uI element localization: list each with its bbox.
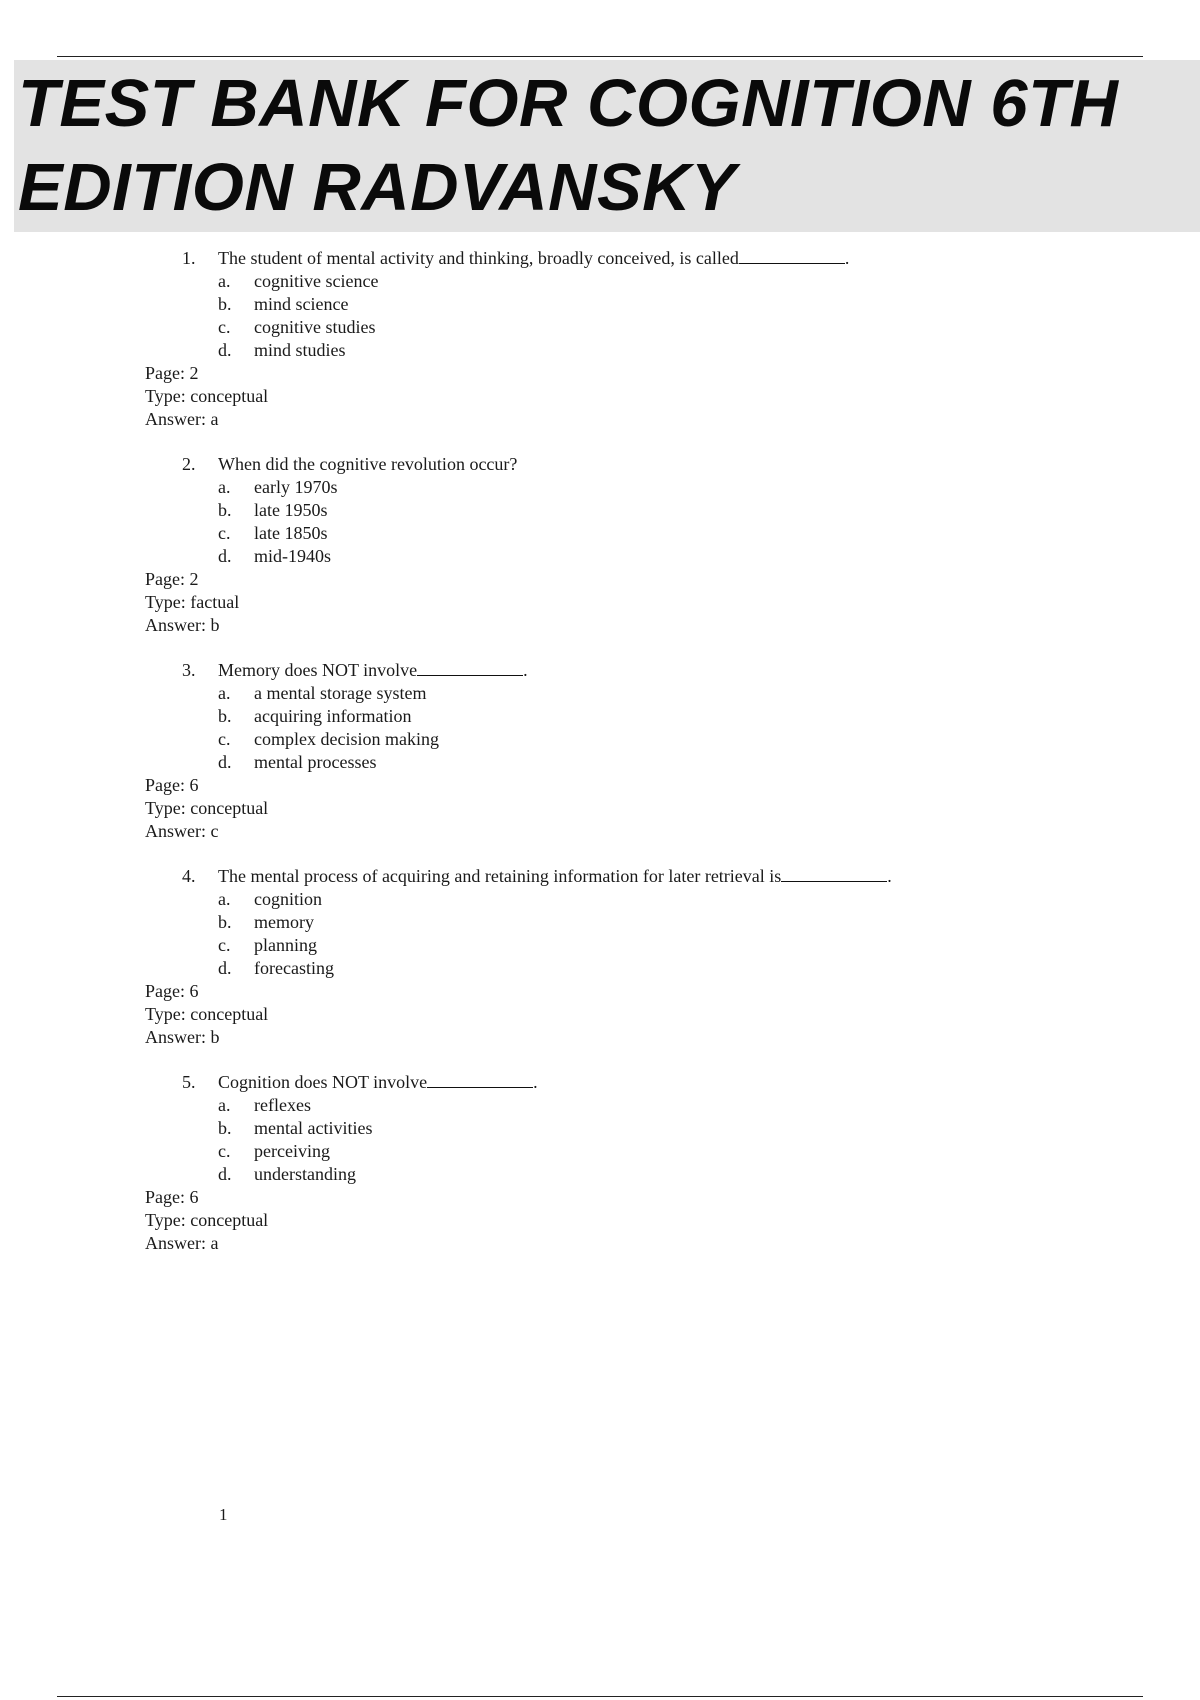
choice-item: d. mind studies: [218, 340, 346, 360]
question-type: Type: conceptual: [145, 386, 269, 406]
choice-list: [145, 270, 1045, 362]
page-reference: Page: 6: [145, 981, 199, 1001]
question-4: [145, 865, 1045, 1049]
choice-list: [145, 888, 1045, 980]
question-3: [145, 659, 1045, 843]
question-stem: [145, 865, 1045, 888]
question-text: The student of mental activity and thinking, broadly conceived, is called .: [218, 248, 850, 268]
choice-list: [145, 1094, 1045, 1186]
answer-key: Answer: b: [145, 615, 220, 635]
top-rule: [57, 56, 1143, 57]
bottom-rule: [57, 1696, 1143, 1697]
question-stem: [145, 247, 1045, 270]
answer-key: Answer: a: [145, 1233, 219, 1253]
choice-item: d. understanding: [218, 1164, 356, 1184]
choice-list: [145, 682, 1045, 774]
question-number: 3.: [182, 660, 196, 680]
question-number: 2.: [182, 454, 196, 474]
question-text: The mental process of acquiring and retaining information for later retrieval is .: [218, 866, 892, 886]
document-title: TEST BANK FOR COGNITION 6TH EDITION RADVANSKY: [18, 66, 1119, 225]
question-1: [145, 247, 1045, 431]
question-type: Type: conceptual: [145, 1004, 269, 1024]
choice-item: a. cognition: [218, 889, 322, 909]
question-number: 1.: [182, 248, 196, 268]
title-banner: [14, 60, 1200, 232]
choice-item: c. perceiving: [218, 1141, 330, 1161]
answer-key: Answer: b: [145, 1027, 220, 1047]
choice-item: b. mind science: [218, 294, 349, 314]
question-number: 5.: [182, 1072, 196, 1092]
answer-blank: [739, 247, 845, 264]
page-number: 1: [219, 1505, 228, 1524]
choice-item: c. planning: [218, 935, 317, 955]
choice-item: b. acquiring information: [218, 706, 412, 726]
choice-item: b. memory: [218, 912, 314, 932]
answer-blank: [781, 865, 887, 882]
choice-item: d. mental processes: [218, 752, 377, 772]
choice-item: d. forecasting: [218, 958, 334, 978]
choice-item: c. cognitive studies: [218, 317, 376, 337]
question-stem: [145, 1071, 1045, 1094]
answer-blank: [427, 1071, 533, 1088]
question-type: Type: factual: [145, 592, 240, 612]
answer-key: Answer: a: [145, 409, 219, 429]
question-type: Type: conceptual: [145, 1210, 269, 1230]
choice-list: [145, 476, 1045, 568]
question-stem: [145, 659, 1045, 682]
question-text: Memory does NOT involve .: [218, 660, 528, 680]
question-type: Type: conceptual: [145, 798, 269, 818]
choice-item: c. late 1850s: [218, 523, 328, 543]
question-number: 4.: [182, 866, 196, 886]
choice-item: d. mid-1940s: [218, 546, 332, 566]
choice-item: a. reflexes: [218, 1095, 311, 1115]
page-reference: Page: 2: [145, 363, 199, 383]
question-stem: [145, 453, 1045, 476]
page-reference: Page: 6: [145, 775, 199, 795]
choice-item: a. early 1970s: [218, 477, 338, 497]
question-2: [145, 453, 1045, 637]
question-text: When did the cognitive revolution occur?: [218, 454, 518, 474]
page-reference: Page: 2: [145, 569, 199, 589]
question-text: Cognition does NOT involve .: [218, 1072, 538, 1092]
question-list: [145, 247, 1045, 1277]
choice-item: a. a mental storage system: [218, 683, 427, 703]
choice-item: b. mental activities: [218, 1118, 373, 1138]
question-5: [145, 1071, 1045, 1255]
page-reference: Page: 6: [145, 1187, 199, 1207]
choice-item: b. late 1950s: [218, 500, 328, 520]
answer-blank: [417, 659, 523, 676]
choice-item: a. cognitive science: [218, 271, 379, 291]
answer-key: Answer: c: [145, 821, 219, 841]
choice-item: c. complex decision making: [218, 729, 439, 749]
